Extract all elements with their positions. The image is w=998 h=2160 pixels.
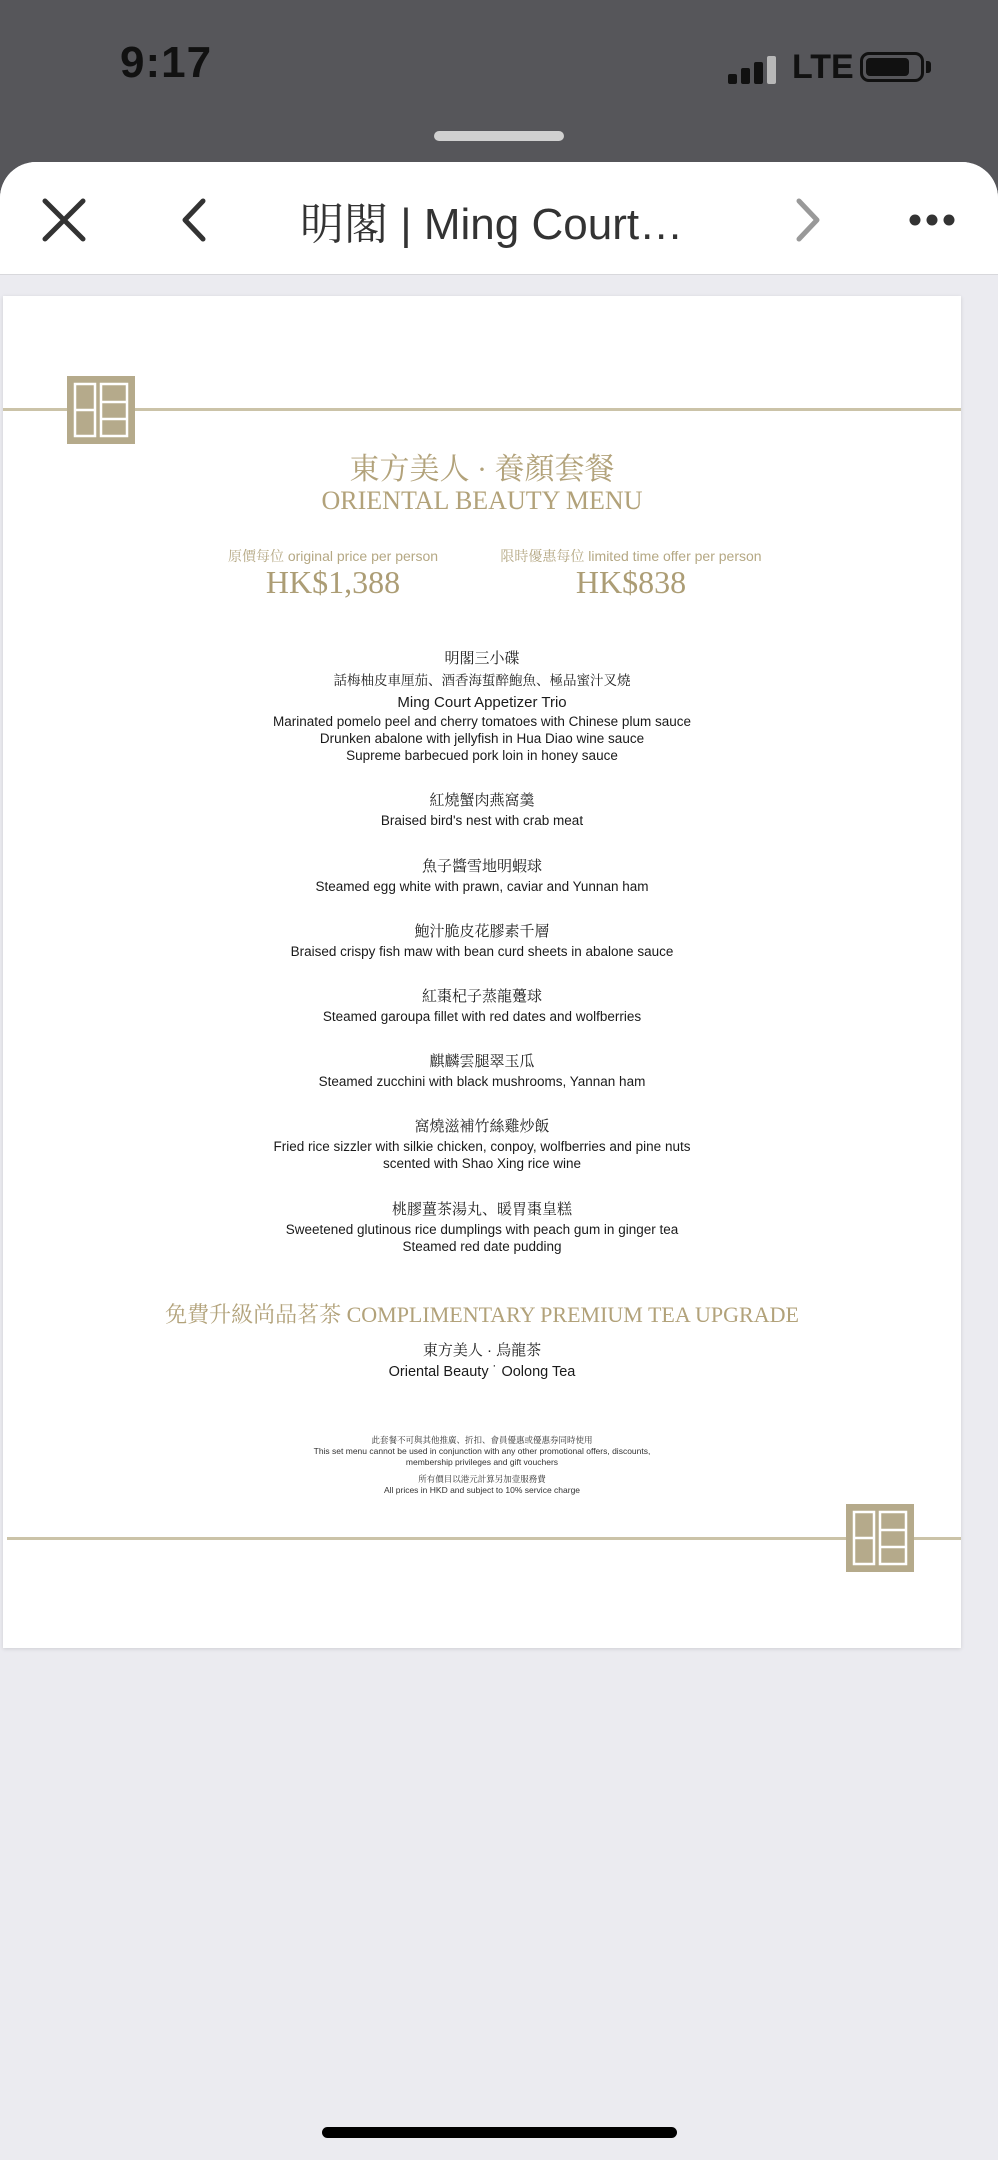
course-item — [3, 790, 961, 829]
disclaimer-zh: 此套餐不可與其他推廣、折扣、會員優惠或優惠券同時使用 — [371, 1435, 593, 1445]
course-desc-en: Steamed red date pudding — [402, 1239, 562, 1254]
navigation-bar — [0, 162, 998, 275]
course-name-zh: 窩燒滋補竹絲雞炒飯 — [414, 1118, 550, 1135]
course-desc-en: Steamed garoupa fillet with red dates and wolfberries — [322, 1009, 642, 1024]
original-price-label: 原價每位 original price per person — [227, 548, 439, 564]
course-name-zh: 明閣三小碟 — [444, 650, 520, 667]
course-desc-en: Sweetened glutinous rice dumplings with peach gum in ginger tea — [285, 1222, 679, 1237]
course-item — [3, 921, 961, 960]
status-time: 9:17 — [120, 38, 213, 87]
course-desc-en: Steamed zucchini with black mushrooms, Yannan ham — [318, 1074, 646, 1089]
status-bar — [0, 0, 998, 140]
tea-upgrade-heading: 免費升級尚品茗茶 COMPLIMENTARY PREMIUM TEA UPGRADE — [165, 1302, 799, 1327]
course-name-zh: 桃膠薑茶湯丸、暖胃棗皇糕 — [391, 1201, 572, 1218]
course-name-zh: 魚子醬雪地明蝦球 — [421, 858, 542, 875]
course-item — [3, 856, 961, 895]
course-detail-zh: 話梅柚皮車厘茄、酒香海蜇醉鮑魚、極品蜜汁叉燒 — [333, 673, 631, 688]
service-charge-zh: 所有價目以港元計算另加壹服務費 — [418, 1474, 546, 1484]
course-name-zh: 鮑汁脆皮花膠素千層 — [414, 923, 550, 940]
signal-icon — [728, 56, 780, 84]
page-title: 明閣 | Ming Court… — [300, 200, 684, 249]
course-desc-en: scented with Shao Xing rice wine — [382, 1156, 582, 1171]
close-icon[interactable] — [34, 190, 94, 250]
course-desc-en: Fried rice sizzler with silkie chicken, conpoy, wolfberries and pine nuts — [273, 1139, 691, 1154]
course-desc-en: Steamed egg white with prawn, caviar and Yunnan ham — [315, 879, 649, 894]
battery-icon — [860, 52, 924, 82]
course-name-zh: 麒麟雲腿翠玉瓜 — [429, 1053, 535, 1070]
original-price: HK$1,388 — [265, 564, 401, 600]
course-desc-en: Drunken abalone with jellyfish in Hua Diao wine sauce — [319, 731, 645, 746]
offer-price-label: 限時優惠每位 limited time offer per person — [500, 548, 762, 564]
course-desc-en: Supreme barbecued pork loin in honey sauce — [346, 748, 618, 763]
tea-name-en: Oriental Beauty ˙ Oolong Tea — [388, 1364, 576, 1380]
disclaimer — [3, 1435, 961, 1496]
menu-title-en: ORIENTAL BEAUTY MENU — [321, 486, 643, 515]
menu-document — [3, 296, 961, 1648]
bottom-divider — [7, 1537, 961, 1540]
course-name-zh: 紅棗杞子蒸龍躉球 — [421, 988, 542, 1005]
chevron-right-icon[interactable] — [778, 190, 838, 250]
tea-name-zh: 東方美人 · 烏龍茶 — [422, 1342, 542, 1359]
disclaimer-en: membership privileges and gift vouchers — [405, 1457, 559, 1467]
course-item — [3, 1199, 961, 1255]
course-item — [3, 1116, 961, 1172]
course-item — [3, 648, 961, 764]
sheet-grabber[interactable] — [434, 131, 564, 141]
home-indicator[interactable] — [322, 2127, 677, 2138]
course-desc-en: Braised bird's nest with crab meat — [380, 813, 584, 828]
course-item — [3, 1051, 961, 1090]
tea-item — [3, 1340, 961, 1382]
course-name-zh: 紅燒蟹肉燕窩羹 — [429, 792, 535, 809]
service-charge-en: All prices in HKD and subject to 10% service charge — [383, 1485, 581, 1495]
course-title-en: Ming Court Appetizer Trio — [397, 694, 567, 711]
network-type: LTE — [792, 48, 854, 86]
course-desc-en: Marinated pomelo peel and cherry tomatoes with Chinese plum sauce — [273, 714, 691, 729]
offer-price: HK$838 — [575, 564, 687, 600]
more-horizontal-icon[interactable] — [902, 190, 962, 250]
battery-tip — [926, 61, 931, 73]
course-item — [3, 986, 961, 1025]
ming-logo-top — [67, 376, 135, 444]
ming-logo-bottom — [846, 1504, 914, 1572]
course-desc-en: Braised crispy fish maw with bean curd sheets in abalone sauce — [290, 944, 674, 959]
top-divider — [3, 408, 961, 411]
browser-sheet — [0, 162, 998, 2160]
disclaimer-en: This set menu cannot be used in conjunction with any other promotional offers, discounts, — [313, 1446, 651, 1456]
chevron-left-icon[interactable] — [164, 190, 224, 250]
menu-title-zh: 東方美人 · 養顏套餐 — [349, 453, 615, 486]
